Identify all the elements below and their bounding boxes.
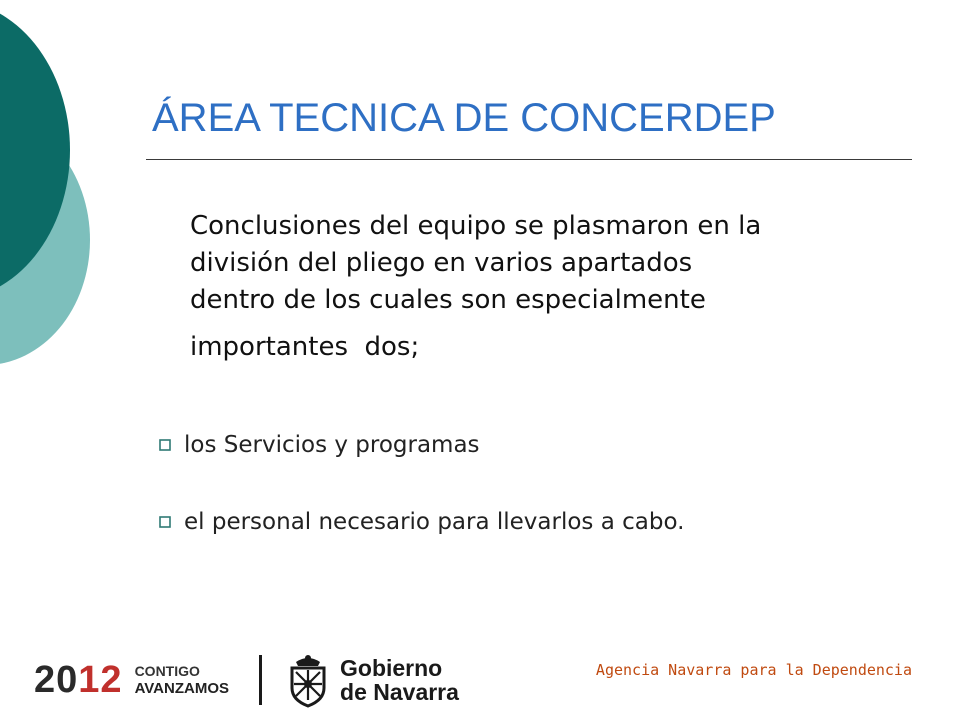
bullet-text: el personal necesario para llevarlos a cabo. — [184, 509, 685, 535]
paragraph-line: Conclusiones del equipo se plasmaron en la — [190, 211, 762, 241]
year-logo: 2012 — [34, 658, 123, 701]
hollow-square-bullet-icon — [158, 515, 184, 529]
government-name — [340, 656, 459, 704]
slogan-line: CONTIGO — [134, 663, 200, 679]
agency-name: Agencia Navarra para la Dependencia — [595, 661, 912, 679]
hollow-square-bullet-icon — [158, 438, 184, 452]
gov-line: Gobierno — [340, 655, 443, 681]
slogan-line: AVANZAMOS — [134, 680, 230, 697]
title-divider — [146, 159, 912, 160]
gov-line: de Navarra — [340, 679, 459, 705]
navarra-shield-icon — [286, 652, 330, 708]
slide-title: ÁREA TECNICA DE CONCERDEP — [152, 96, 776, 140]
slogan — [135, 663, 229, 697]
paragraph-line: importantes dos; — [190, 332, 420, 362]
paragraph-line: dentro de los cuales son especialmente — [190, 285, 706, 315]
footer-logo-banner — [34, 652, 459, 708]
bullet-text: los Servicios y programas — [184, 432, 480, 458]
bullet-item — [158, 509, 684, 535]
bullet-item — [158, 432, 480, 458]
logo-divider — [259, 655, 262, 705]
paragraph-line: división del pliego en varios apartados — [190, 248, 693, 278]
body-paragraph — [190, 208, 910, 366]
